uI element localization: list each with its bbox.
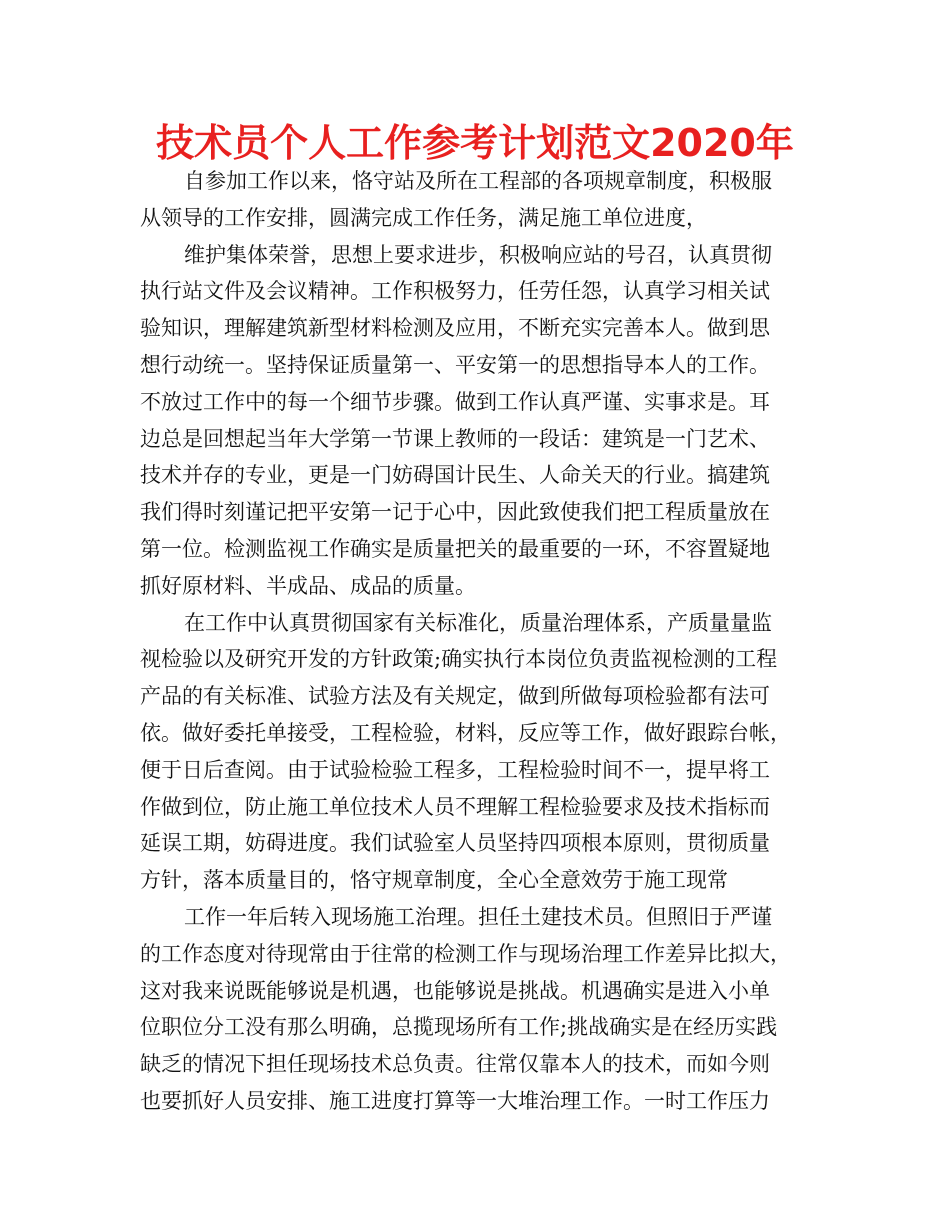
text-line: 技术并存的专业，更是一门妨碍国计民生、人命关天的行业。搞建筑 xyxy=(140,463,770,488)
text-line: 便于日后查阅。由于试验检验工程多，工程检验时间不一，提早将工 xyxy=(140,757,770,782)
text-line: 不放过工作中的每一个细节步骤。做到工作认真严谨、实事求是。耳 xyxy=(140,389,770,414)
text-line: 依。做好委托单接受，工程检验，材料，反应等工作，做好跟踪台帐， xyxy=(140,720,791,745)
text-line: 这对我来说既能够说是机遇，也能够说是挑战。机遇确实是进入小单 xyxy=(140,978,770,1003)
text-line: 位职位分工没有那么明确，总揽现场所有工作;挑战确实是在经历实践 xyxy=(140,1015,778,1040)
paragraph xyxy=(140,237,812,605)
text-line: 也要抓好人员安排、施工进度打算等一大堆治理工作。一时工作压力 xyxy=(140,1088,770,1113)
paragraph xyxy=(140,605,812,899)
text-line: 方针，落本质量目的，恪守规章制度，全心全意效劳于施工现常 xyxy=(140,868,728,893)
text-line: 抓好原材料、半成品、成品的质量。 xyxy=(140,573,476,598)
text-line: 缺乏的情况下担任现场技术总负责。往常仅靠本人的技术，而如今则 xyxy=(140,1052,770,1077)
text-line: 我们得时刻谨记把平安第一记于心中，因此致使我们把工程质量放在 xyxy=(140,500,770,525)
text-line: 想行动统一。坚持保证质量第一、平安第一的思想指导本人的工作。 xyxy=(140,352,770,377)
text-line: 视检验以及研究开发的方针政策;确实执行本岗位负责监视检测的工程 xyxy=(140,647,778,672)
text-line: 在工作中认真贯彻国家有关标准化，质量治理体系，产质量量监 xyxy=(184,610,772,635)
text-line: 执行站文件及会议精神。工作积极努力，任劳任怨，认真学习相关试 xyxy=(140,279,770,304)
text-line: 从领导的工作安排，圆满完成工作任务，满足施工单位进度， xyxy=(140,205,707,230)
text-line: 产品的有关标准、试验方法及有关规定，做到所做每项检验都有法可 xyxy=(140,684,770,709)
text-line: 的工作态度对待现常由于往常的检测工作与现场治理工作差异比拟大， xyxy=(140,941,791,966)
text-line: 验知识，理解建筑新型材料检测及应用，不断充实完善本人。做到思 xyxy=(140,316,770,341)
text-line: 自参加工作以来，恪守站及所在工程部的各项规章制度，积极服 xyxy=(184,169,772,193)
text-line: 作做到位，防止施工单位技术人员不理解工程检验要求及技术指标而 xyxy=(140,794,770,819)
text-line: 第一位。检测监视工作确实是质量把关的最重要的一环，不容置疑地 xyxy=(140,536,770,561)
text-line: 延误工期，妨碍进度。我们试验室人员坚持四项根本原则，贯彻质量 xyxy=(140,831,770,856)
text-line: 工作一年后转入现场施工治理。担任土建技术员。但照旧于严谨 xyxy=(184,904,772,929)
text-line: 边总是回想起当年大学第一节课上教师的一段话：建筑是一门艺术、 xyxy=(140,426,770,451)
paragraph xyxy=(140,163,812,237)
text-line: 维护集体荣誉，思想上要求进步，积极响应站的号召，认真贯彻 xyxy=(184,242,772,267)
document-body xyxy=(140,163,812,1120)
document-title: 技术员个人工作参考计划范文2020年 xyxy=(156,121,794,165)
paragraph xyxy=(140,899,812,1120)
